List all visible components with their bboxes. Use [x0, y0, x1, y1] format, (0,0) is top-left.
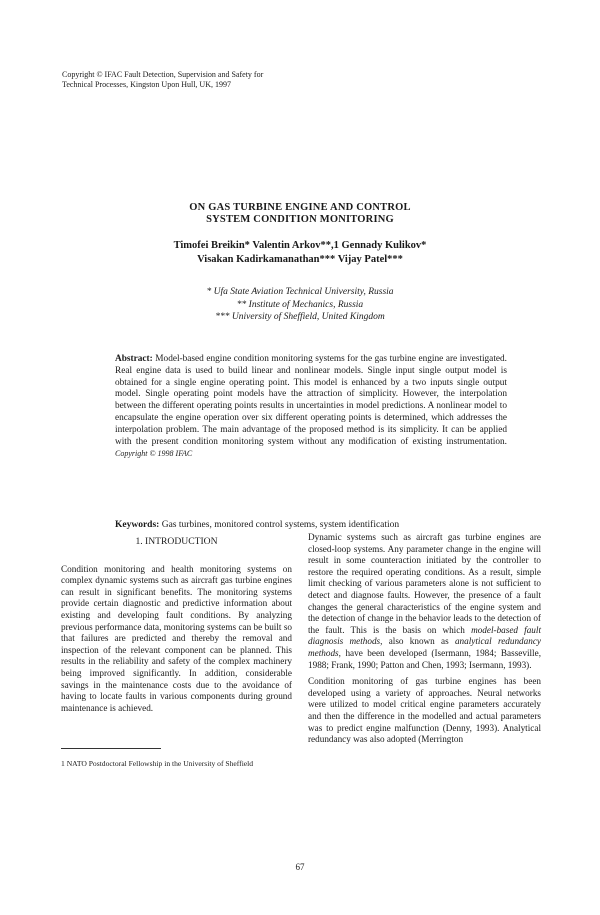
- page-number: 67: [295, 862, 305, 872]
- affiliation-3: *** University of Sheffield, United Kingdom: [215, 312, 385, 322]
- title-line-2: SYSTEM CONDITION MONITORING: [206, 214, 394, 225]
- intro-paragraph-2-emphasis-1: model-based fault diagnosis methods,: [308, 624, 541, 647]
- intro-paragraph-1: Condition monitoring and health monitoring systems on complex dynamic systems such as aircraft gas turbine engines can result in significant benefits. The monitoring systems provide certain diagnostic and predictive information about existing and developing fault conditions. By analyzing previous performance data, monitoring systems can be built so that failures are predicted and thereby the removal and inspection of the relevant component can be planned. This results in the reliability and safety of the complex machinery being improved significantly. In addition, considerable savings in the maintenance costs due to the avoidance of having to locate faults in various components during ground maintenance is achieved.: [61, 563, 292, 713]
- intro-paragraph-2: [308, 532, 541, 671]
- keywords: [115, 519, 515, 531]
- affiliation-1: * Ufa State Aviation Technical University, Russia: [206, 287, 394, 297]
- abstract-copyright: Copyright © 1998 IFAC: [115, 449, 193, 459]
- affiliation-2: ** Institute of Mechanics, Russia: [236, 299, 364, 310]
- keywords-label: Keywords:: [115, 520, 160, 530]
- left-column: [61, 536, 292, 719]
- copyright-line-2: Technical Processes, Kingston Upon Hull, UK, 1997: [62, 80, 231, 89]
- intro-paragraph-3: Condition monitoring of gas turbine engines has been developed using a variety of approaches. Neural networks were utilized to model critical engine parameters accurately and then the difference in the modelled and actual parameters was to predict engine malfunction (Denny, 1993). Analytical redundancy was also adopted (Merrington: [308, 676, 541, 745]
- abstract: [115, 354, 507, 461]
- right-column: [308, 532, 541, 751]
- copyright-notice: [62, 70, 322, 90]
- intro-paragraph-2-emphasis-2: analytical redundancy methods,: [308, 636, 541, 658]
- copyright-line-1: Copyright © IFAC Fault Detection, Supervision and Safety for: [62, 70, 264, 79]
- abstract-label: Abstract:: [115, 354, 153, 364]
- paper-title: [100, 202, 500, 226]
- keywords-text: Gas turbines, monitored control systems, system identification: [161, 520, 400, 530]
- affiliation-list: [100, 286, 500, 324]
- intro-paragraph-2-part-c: have been developed (Isermann, 1984; Basseville, 1988; Frank, 1990; Patton and Chen, 1993; Isermann, 1993).: [308, 647, 541, 670]
- authors-line-1: Timofei Breikin* Valentin Arkov**,1 Gennady Kulikov*: [173, 240, 427, 251]
- footnote-divider: [61, 748, 161, 749]
- intro-paragraph-2-part-a: Dynamic systems such as aircraft gas turbine engines are closed-loop systems. Any parameter change in the engine will result in some counteraction initiated by the controller to restore the required operating conditions. As a result, simple limit checking of various parameters alone is not sufficient to detect and diagnose faults. However, the presence of a fault changes the general characteristics of the engine system and the detection of change in the behavior leads to the detection of the fault. This is the basis on which: [308, 532, 541, 635]
- author-list: [100, 239, 500, 267]
- title-line-1: ON GAS TURBINE ENGINE AND CONTROL: [189, 202, 411, 213]
- intro-paragraph-2-part-b: also known as: [388, 636, 449, 647]
- authors-line-2: Visakan Kadirkamanathan*** Vijay Patel***: [197, 254, 403, 265]
- section-heading: 1. INTRODUCTION: [135, 536, 218, 547]
- footnote: 1 NATO Postdoctoral Fellowship in the University of Sheffield: [61, 759, 254, 768]
- abstract-text: Model-based engine condition monitoring systems for the gas turbine engine are investigated. Real engine data is used to build linear and nonlinear models. Single input single output model is obtained for a single engine operating point. This model is enhanced by a two inputs single output model. Single operating point models have the attraction of simplicity. However, the interpolation between the different operating points results in uncertainties in model predictions. A nonlinear model to encapsulate the engine operation over six different operating points is determined, which addresses the interpolation problem. The main advantage of the proposed method is its simplicity. It can be applied with the present condition monitoring system without any modification of existing instrumentation.: [115, 354, 507, 447]
